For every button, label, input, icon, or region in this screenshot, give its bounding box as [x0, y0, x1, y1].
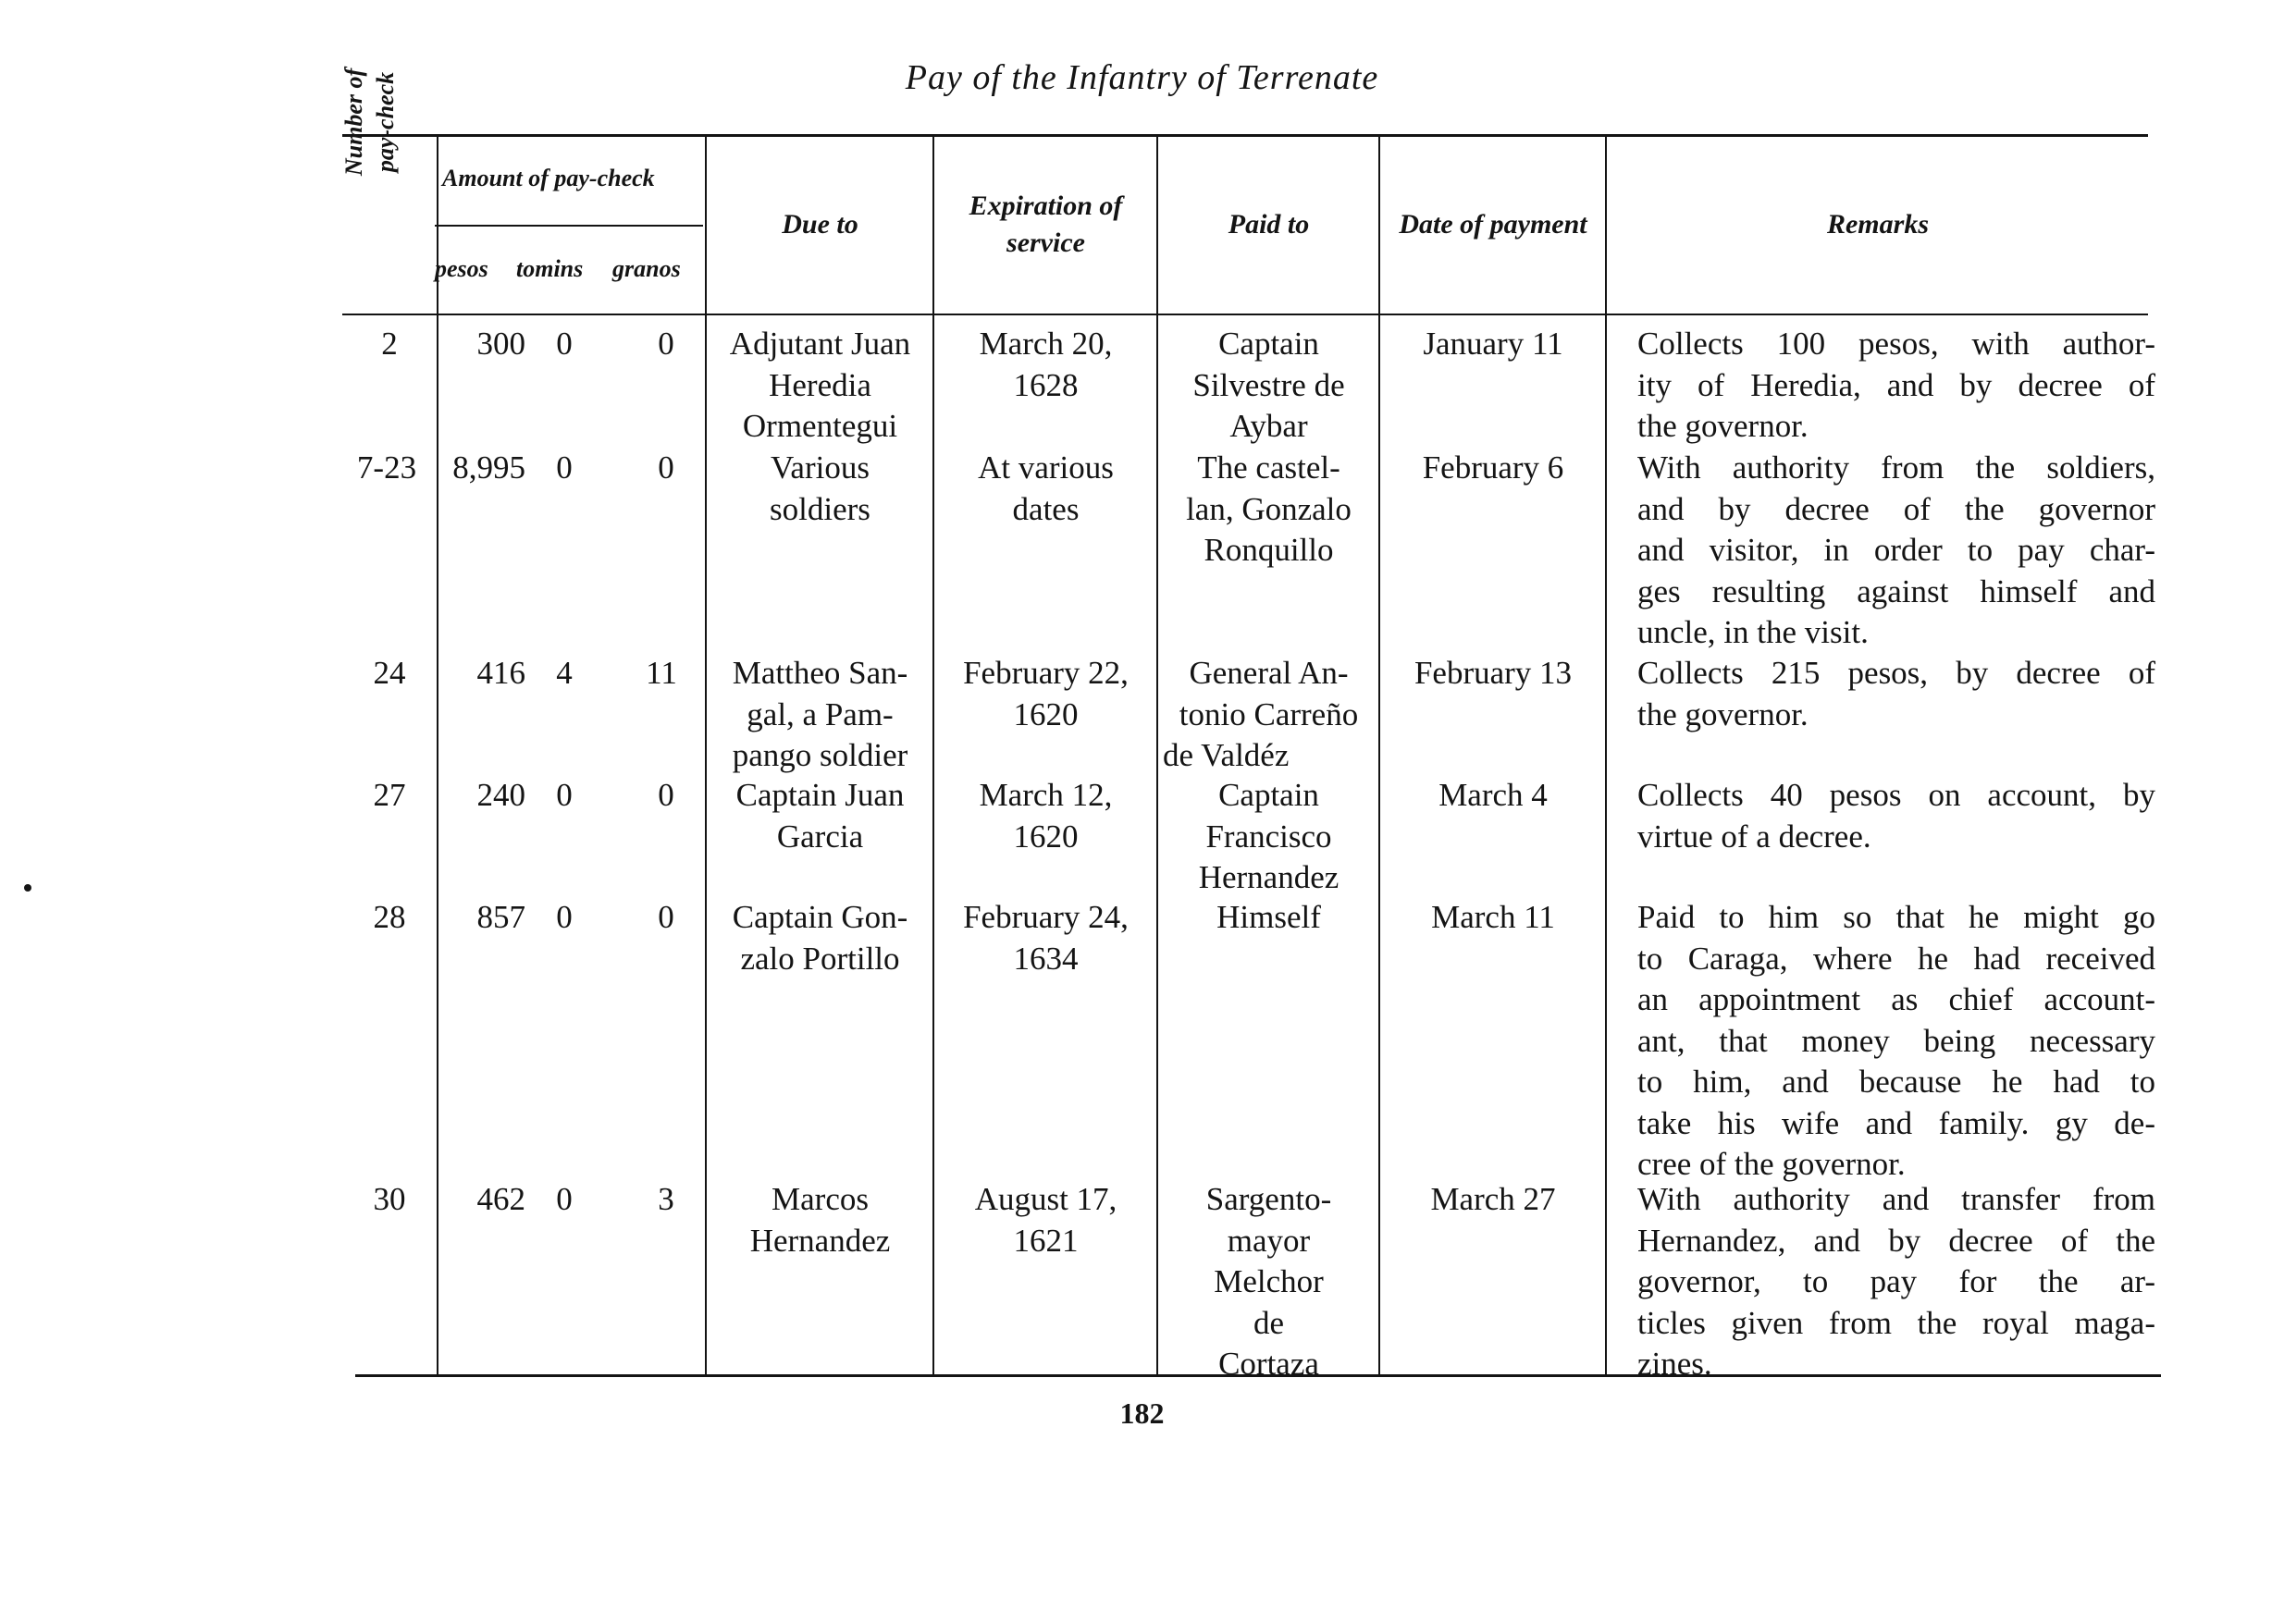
amount-granos: 0	[658, 777, 674, 813]
remarks	[1637, 775, 2155, 857]
expiration-line: August 17,	[974, 1181, 1117, 1217]
due-to-line: pango soldier	[732, 737, 908, 773]
due-to	[708, 897, 932, 979]
paid-to-line: Himself	[1216, 899, 1321, 935]
column-divider	[1156, 134, 1158, 1375]
paid-to	[1159, 1179, 1378, 1385]
remarks-line: and by decree of the governor	[1637, 490, 2155, 527]
expiration-line: February 22,	[963, 655, 1129, 691]
expiration-line: 1620	[1013, 695, 1079, 732]
paid-to-line: General An-	[1189, 655, 1349, 691]
header-expiration-line: service	[1006, 228, 1085, 258]
paid-to-line: Francisco	[1205, 818, 1332, 855]
expiration-line: February 24,	[963, 899, 1129, 935]
due-to-line: Adjutant Juan	[729, 326, 911, 362]
header-expiration	[935, 136, 1156, 314]
remarks-line: Collects 100 pesos, with author-	[1637, 326, 2155, 362]
header-pesos: pesos	[435, 255, 488, 282]
amount-tomins: 0	[556, 777, 573, 813]
expiration-of-service	[935, 775, 1156, 857]
expiration-line: 1621	[1013, 1222, 1079, 1259]
pay-check-number: 28	[373, 899, 406, 935]
header-remarks: Remarks	[1826, 209, 1929, 240]
remarks	[1637, 324, 2155, 448]
paid-to-line: Ronquillo	[1204, 532, 1334, 568]
remarks-line: take his wife and family. gy de-	[1637, 1104, 2155, 1141]
amount-tomins: 0	[556, 326, 573, 362]
header-granos: granos	[612, 255, 681, 282]
remarks-line: an appointment as chief account-	[1637, 981, 2155, 1017]
remarks-line: governor, to pay for the ar-	[1637, 1263, 2155, 1299]
expiration-of-service	[935, 897, 1156, 979]
amount-pesos: 857	[476, 899, 525, 935]
remarks-line: the governor.	[1637, 695, 1809, 732]
amount-sub-rule	[435, 225, 703, 227]
remarks-line: Collects 40 pesos on account, by	[1637, 777, 2155, 813]
column-divider	[1605, 134, 1607, 1375]
amount-pesos: 416	[476, 655, 525, 691]
due-to	[708, 448, 932, 530]
paid-to-line: Hernandez	[1198, 859, 1340, 895]
due-to-line: Marcos	[772, 1181, 869, 1217]
amount-pesos: 462	[476, 1181, 525, 1217]
due-to-line: Captain Gon-	[732, 899, 908, 935]
remarks-line: cree of the governor.	[1637, 1146, 1906, 1182]
paid-to-line: Aybar	[1229, 408, 1308, 444]
due-to	[708, 1179, 932, 1261]
header-rule	[342, 314, 2148, 315]
expiration-of-service	[935, 1179, 1156, 1261]
due-to	[708, 324, 932, 448]
expiration-of-service	[935, 653, 1156, 735]
paid-to-line: The castel-	[1197, 449, 1340, 486]
header-tomins: tomins	[516, 255, 584, 282]
header-paid-to: Paid to	[1228, 209, 1310, 240]
remarks	[1637, 897, 2155, 1186]
amount-granos: 3	[658, 1181, 674, 1217]
pay-check-number: 30	[373, 1181, 406, 1217]
remarks-line: ges resulting against himself and	[1637, 572, 2155, 609]
due-to-line: Garcia	[776, 818, 864, 855]
date-of-payment: March 11	[1431, 899, 1555, 935]
due-to-line: gal, a Pam-	[747, 695, 894, 732]
amount-tomins: 4	[556, 655, 573, 691]
paid-to-line: Cortaza	[1218, 1346, 1319, 1382]
paid-to-line: Sargento-	[1205, 1181, 1332, 1217]
amount-tomins: 0	[556, 449, 573, 486]
due-to-line: Heredia	[769, 366, 871, 403]
expiration-line: 1628	[1013, 366, 1079, 403]
pay-check-number: 2	[381, 326, 398, 362]
expiration-line: March 12,	[979, 777, 1113, 813]
amount-tomins: 0	[556, 899, 573, 935]
remarks-line: and visitor, in order to pay char-	[1637, 532, 2155, 568]
remarks-line: to Caraga, where he had received	[1637, 940, 2155, 977]
remarks-line: Collects 215 pesos, by decree of	[1637, 655, 2155, 691]
remarks-line: zines.	[1637, 1346, 1712, 1382]
header-date-of-payment: Date of payment	[1399, 209, 1587, 240]
header-number-line: Number of	[340, 68, 367, 177]
date-of-payment: January 11	[1423, 326, 1563, 362]
remarks-line: With authority and transfer from	[1637, 1181, 2155, 1217]
due-to-line: Ormentegui	[742, 408, 898, 444]
amount-granos: 0	[658, 899, 674, 935]
amount-pesos: 240	[476, 777, 525, 813]
header-number-of-pay-check	[339, 30, 405, 215]
expiration-of-service	[935, 324, 1156, 406]
paid-to-line: Captain	[1218, 326, 1319, 362]
paid-to	[1159, 897, 1378, 939]
expiration-line: dates	[1012, 490, 1080, 527]
expiration-line: 1634	[1013, 940, 1079, 977]
remarks-line: to him, and because he had to	[1637, 1064, 2155, 1100]
due-to-line: Captain Juan	[735, 777, 905, 813]
expiration-line: March 20,	[979, 326, 1113, 362]
due-to	[708, 775, 932, 857]
expiration-of-service	[935, 448, 1156, 530]
paid-to-line: Captain	[1218, 777, 1319, 813]
due-to-line: soldiers	[770, 490, 870, 527]
column-divider	[1378, 134, 1380, 1375]
remarks-line: With authority from the soldiers,	[1637, 449, 2155, 486]
paid-to-line: lan, Gonzalo	[1186, 490, 1352, 527]
remarks-line: the governor.	[1637, 408, 1809, 444]
due-to-line: Hernandez	[749, 1222, 891, 1259]
remarks-line: uncle, in the visit.	[1637, 614, 1869, 650]
column-divider	[932, 134, 934, 1375]
pay-check-number: 24	[373, 655, 406, 691]
amount-granos: 0	[658, 449, 674, 486]
running-title: Pay of the Infantry of Terrenate	[905, 58, 1379, 97]
amount-pesos: 8,995	[452, 449, 525, 486]
remarks-line: Hernandez, and by decree of the	[1637, 1222, 2155, 1259]
due-to-line: Mattheo San-	[732, 655, 908, 691]
remarks	[1637, 448, 2155, 654]
amount-granos: 0	[658, 326, 674, 362]
remarks-line: ticles given from the royal maga-	[1637, 1304, 2155, 1341]
remarks-line: ity of Heredia, and by decree of	[1637, 366, 2155, 403]
date-of-payment: February 13	[1414, 655, 1573, 691]
remarks-line: Paid to him so that he might go	[1637, 899, 2155, 935]
page-number: 182	[1119, 1396, 1165, 1430]
paid-to-line: Silvestre de	[1192, 366, 1345, 403]
due-to-line: zalo Portillo	[740, 940, 900, 977]
date-of-payment: March 27	[1430, 1181, 1556, 1217]
expiration-line: 1620	[1013, 818, 1079, 855]
remarks-line: virtue of a decree.	[1637, 818, 1871, 855]
header-due-to: Due to	[782, 209, 858, 240]
pay-check-number: 7-23	[356, 449, 417, 486]
paid-to-line: tonio Carreño	[1179, 695, 1359, 732]
paid-to-line: mayor Melchor de	[1214, 1222, 1324, 1341]
remarks	[1637, 653, 2155, 735]
paid-to	[1159, 324, 1378, 448]
paid-to-line: de Valdéz	[1163, 737, 1290, 773]
ink-speck	[24, 884, 31, 892]
paid-to	[1159, 775, 1378, 899]
date-of-payment: February 6	[1422, 449, 1564, 486]
due-to	[708, 653, 932, 777]
remarks	[1637, 1179, 2155, 1385]
header-number-line: pay-check	[372, 71, 399, 173]
remarks-line: ant, that money being necessary	[1637, 1022, 2155, 1059]
due-to-line: Various	[771, 449, 870, 486]
amount-granos: 11	[646, 655, 677, 691]
pay-check-number: 27	[373, 777, 406, 813]
column-divider	[705, 134, 707, 1375]
header-amount: Amount of pay-check	[442, 165, 655, 191]
expiration-line: At various	[978, 449, 1114, 486]
amount-tomins: 0	[556, 1181, 573, 1217]
header-expiration-line: Expiration of	[969, 191, 1123, 221]
amount-pesos: 300	[476, 326, 525, 362]
date-of-payment: March 4	[1438, 777, 1548, 813]
paid-to	[1159, 448, 1378, 572]
paid-to	[1159, 653, 1378, 777]
